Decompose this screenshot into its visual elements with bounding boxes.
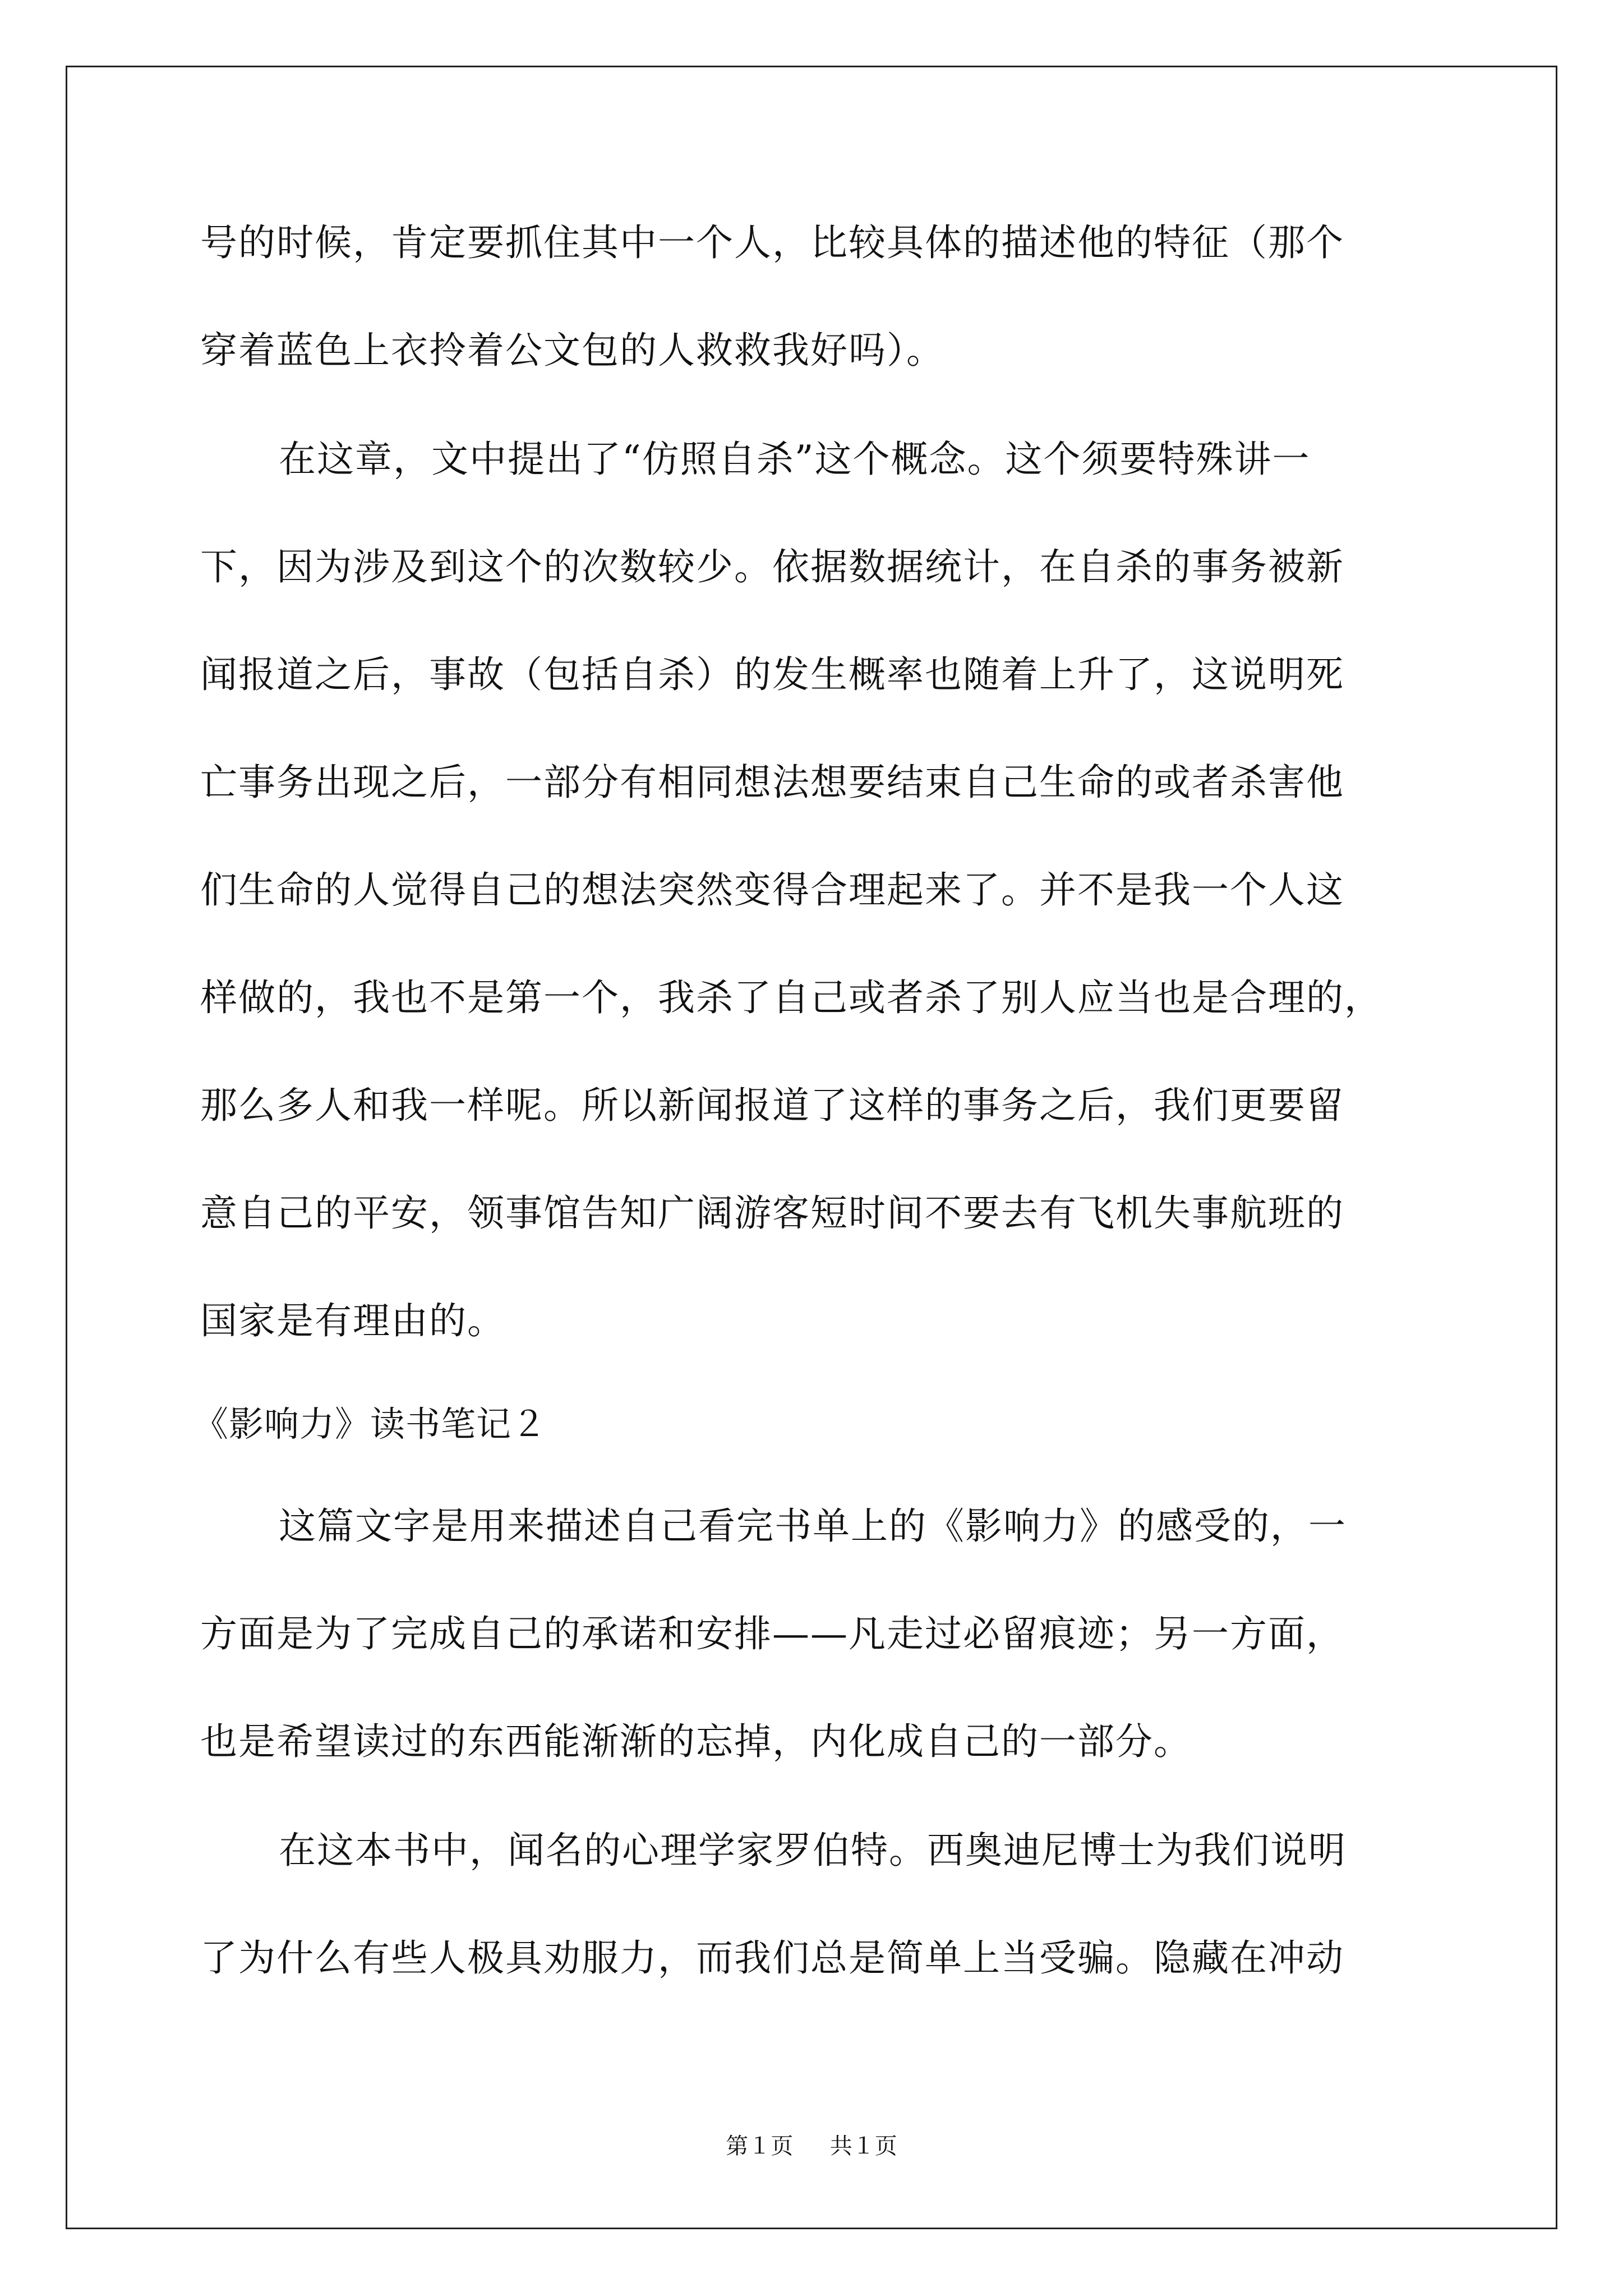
text-line: 国家是有理由的。 — [200, 1299, 505, 1342]
page-total: 共１页 — [829, 2133, 897, 2159]
text-line: 样做的，我也不是第一个，我杀了自己或者杀了别人应当也是合理的， — [200, 976, 1382, 1019]
text-line: 那么多人和我一样呢。所以新闻报道了这样的事务之后，我们更要留 — [200, 1084, 1344, 1127]
text-line: 也是希望读过的东西能渐渐的忘掉，内化成自己的一部分。 — [200, 1720, 1192, 1763]
text-line: 下，因为涉及到这个的次数较少。依据数据统计，在自杀的事务被新 — [200, 545, 1344, 588]
text-line: 亡事务出现之后，一部分有相同想法想要结束自己生命的或者杀害他 — [200, 761, 1344, 804]
text-line: 号的时候，肯定要抓住其中一个人，比较具体的描述他的特征（那个 — [200, 221, 1344, 264]
text-line: 闻报道之后，事故（包括自杀）的发生概率也随着上升了，这说明死 — [200, 653, 1344, 696]
text-line: 们生命的人觉得自己的想法突然变得合理起来了。并不是我一个人这 — [200, 868, 1344, 912]
paragraph-first-line: 在这章，文中提出了“仿照自杀”这个概念。这个须要特殊讲一 — [279, 438, 1311, 481]
paragraph-first-line: 在这本书中，闻名的心理学家罗伯特。西奥迪尼博士为我们说明 — [279, 1829, 1347, 1872]
page-border — [66, 66, 1557, 2229]
text-line: 方面是为了完成自己的承诺和安排——凡走过必留痕迹；另一方面， — [200, 1612, 1344, 1655]
page-number: 第１页 — [726, 2133, 794, 2159]
page-footer — [0, 2132, 1623, 2161]
text-line: 意自己的平安，领事馆告知广阔游客短时间不要去有飞机失事航班的 — [200, 1191, 1344, 1235]
text-line: 穿着蓝色上衣拎着公文包的人救救我好吗）。 — [200, 329, 944, 372]
paragraph-first-line: 这篇文字是用来描述自己看完书单上的《影响力》的感受的，一 — [279, 1504, 1347, 1548]
section-heading: 《影响力》读书笔记２ — [193, 1404, 547, 1444]
text-line: 了为什么有些人极具劝服力，而我们总是简单上当受骗。隐藏在冲动 — [200, 1936, 1344, 1980]
